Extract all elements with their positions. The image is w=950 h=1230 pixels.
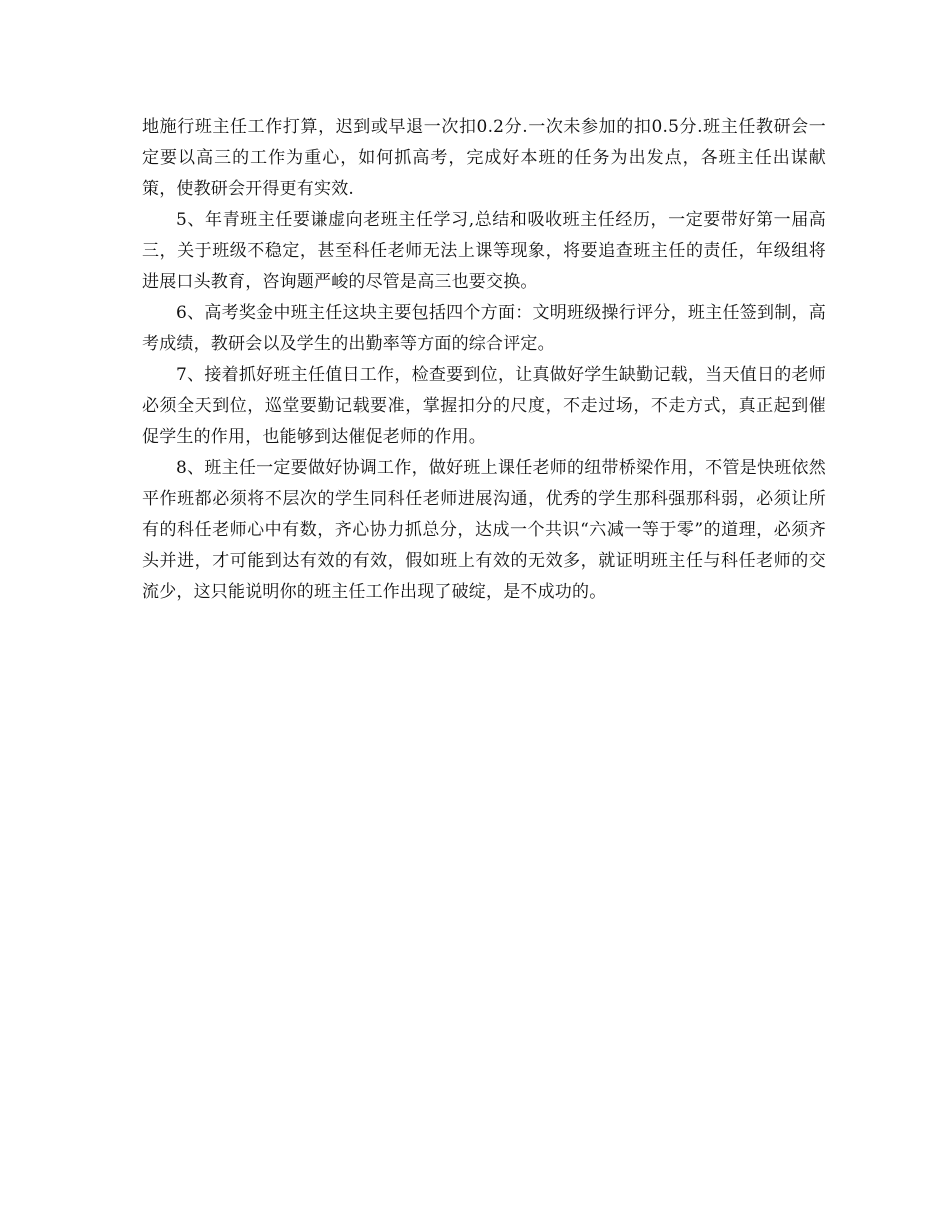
- document-body: [142, 112, 826, 608]
- paragraph-item-6: 6、高考奖金中班主任这块主要包括四个方面：文明班级操行评分，班主任签到制，高考成绩，教研会以及学生的出勤率等方面的综合评定。: [142, 303, 826, 354]
- paragraph-item-8: 8、班主任一定要做好协调工作，做好班上课任老师的纽带桥梁作用，不管是快班依然平作班都必须将不层次的学生同科任老师进展沟通，优秀的学生那科强那科弱，必须让所有的科任老师心中有数，齐心协力抓总分，达成一个共识“六减一等于零”的道理，必须齐头并进，才可能到达有效的有效，假如班上有效的无效多，就证明班主任与科任老师的交流少，这只能说明你的班主任工作出现了破绽，是不成功的。: [142, 458, 826, 602]
- paragraph-item-5: 5、年青班主任要谦虚向老班主任学习,总结和吸收班主任经历，一定要带好第一届高三，关于班级不稳定，甚至科任老师无法上课等现象，将要追查班主任的责任，年级组将进展口头教育，咨询题严峻的尽管是高三也要交换。: [142, 210, 826, 292]
- paragraph-item-7: 7、接着抓好班主任值日工作，检查要到位，让真做好学生缺勤记载，当天值日的老师必须全天到位，巡堂要勤记载要准，掌握扣分的尺度，不走过场，不走方式，真正起到催促学生的作用，也能够到达催促老师的作用。: [142, 365, 826, 447]
- paragraph-continuation: 地施行班主任工作打算，迟到或早退一次扣0.2分.一次未参加的扣0.5分.班主任教研会一定要以高三的工作为重心，如何抓高考，完成好本班的任务为出发点，各班主任出谋献策，使教研会开得更有实效.: [142, 117, 826, 199]
